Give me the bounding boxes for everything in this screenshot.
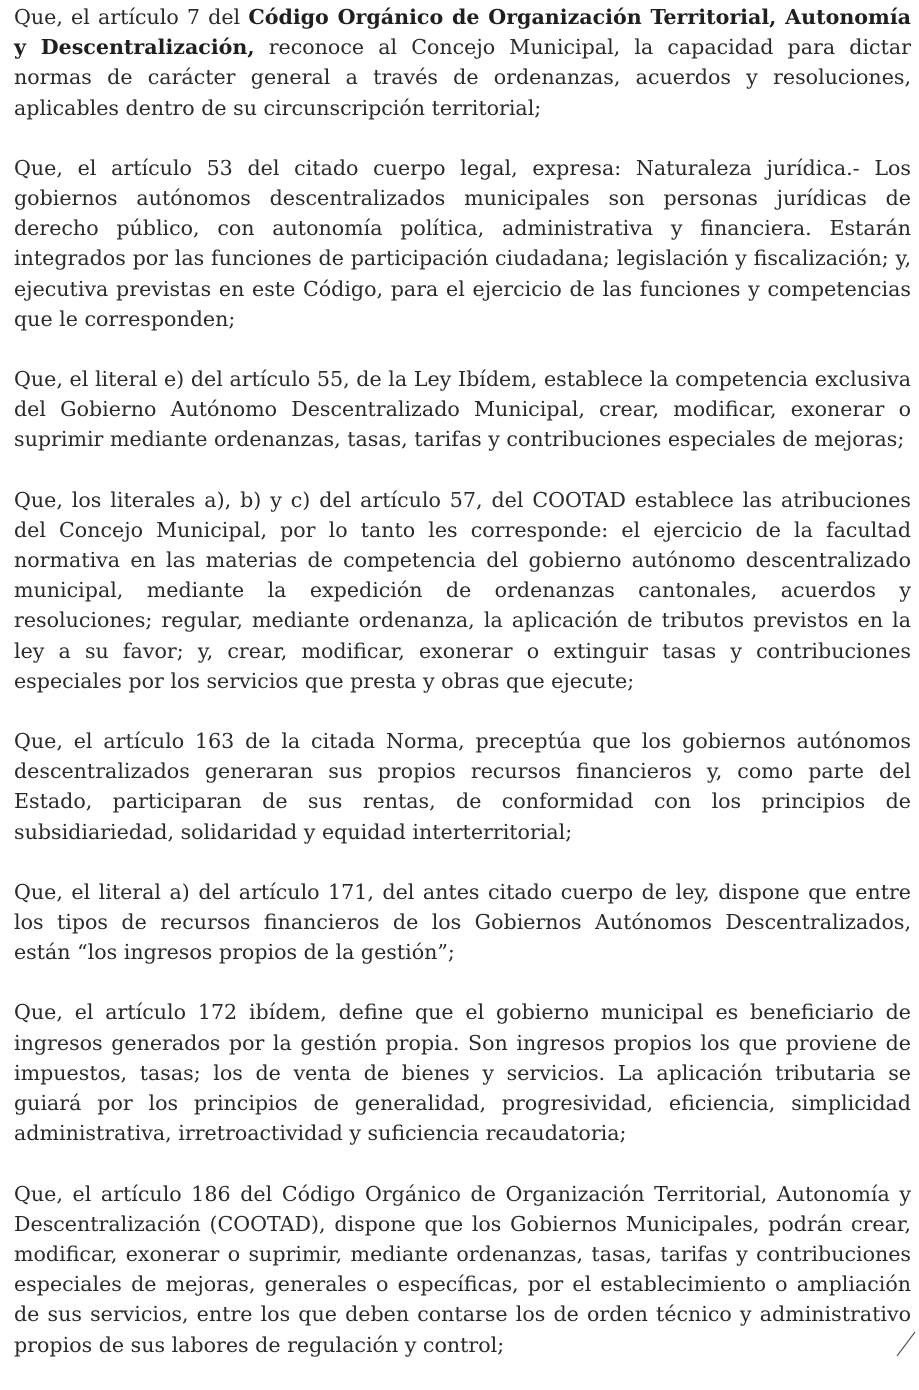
paragraph-art-171: Que, el literal a) del artículo 171, del antes citado cuerpo de ley, dispone que entre los tipos de recursos financieros de los Gobiernos Autónomos Descentralizados, están “los ingresos propios de la gestión”; [14, 879, 911, 965]
paragraph-art-186: Que, el artículo 186 del Código Orgánico de Organización Territorial, Autonomía y Descentralización (COOTAD), dispone que los Gobiernos Municipales, podrán crear, modificar, exonerar o suprimir, mediante ordenanzas, tasas, tarifas y contribuciones especiales de mejoras, generales o específicas, por el establecimiento o ampliación de sus servicios, entre los que deben contarse los de orden técnico y administrativo propios de sus labores de regulación y control; [14, 1181, 911, 1357]
paragraph-art-163: Que, el artículo 163 de la citada Norma, preceptúa que los gobiernos autónomos descentralizados generaran sus propios recursos financieros y, como parte del Estado, participaran de sus rentas, de conformidad con los principios de subsidiariedad, solidaridad y equidad interterritorial; [14, 729, 911, 844]
paragraph-art-7 [14, 2, 911, 123]
paragraph-art-172: Que, el artículo 172 ibídem, define que el gobierno municipal es beneficiario de ingresos generados por la gestión propia. Son ingresos propios los que proviene de impuestos, tasas; los de venta de bienes y servicios. La aplicación tributaria se guiará por los principios de generalidad, progresividad, eficiencia, simplicidad administrativa, irretroactividad y suficiencia recaudatoria; [14, 1000, 911, 1146]
paragraph-text: Que, el artículo 7 del [14, 5, 249, 29]
paragraph-art-57: Que, los literales a), b) y c) del artículo 57, del COOTAD establece las atribuciones del Concejo Municipal, por lo tanto les corresponde: el ejercicio de la facultad normativa en las materias de competencia del gobierno autónomo descentralizado municipal, mediante la expedición de ordenanzas cantonales, acuerdos y resoluciones; regular, mediante ordenanza, la aplicación de tributos previstos en la ley a su favor; y, crear, modificar, exonerar o extinguir tasas y contribuciones especiales por los servicios que presta y obras que ejecute; [14, 487, 911, 693]
margin-pen-mark [895, 1328, 917, 1358]
document-page [14, 2, 911, 1390]
paragraph-art-53: Que, el artículo 53 del citado cuerpo legal, expresa: Naturaleza jurídica.- Los gobiernos autónomos descentralizados municipales son personas jurídicas de derecho público, con autonomía política, administrativa y financiera. Estarán integrados por las funciones de participación ciudadana; legislación y fiscalización; y, ejecutiva previstas en este Código, para el ejercicio de las funciones y competencias que le corresponden; [14, 155, 911, 331]
paragraph-art-55: Que, el literal e) del artículo 55, de la Ley Ibídem, establece la competencia exclusiva del Gobierno Autónomo Descentralizado Municipal, crear, modificar, exonerar o suprimir mediante ordenanzas, tasas, tarifas y contribuciones especiales de mejoras; [14, 367, 911, 452]
law-name-bold: Código Orgánico de Organización Territorial, Autonomía y Descentralización, [14, 5, 911, 60]
paragraph-text: reconoce al Concejo Municipal, la capacidad para dictar normas de carácter general a través de ordenanzas, acuerdos y resoluciones, aplicables dentro de su circunscripción territorial; [14, 35, 911, 120]
